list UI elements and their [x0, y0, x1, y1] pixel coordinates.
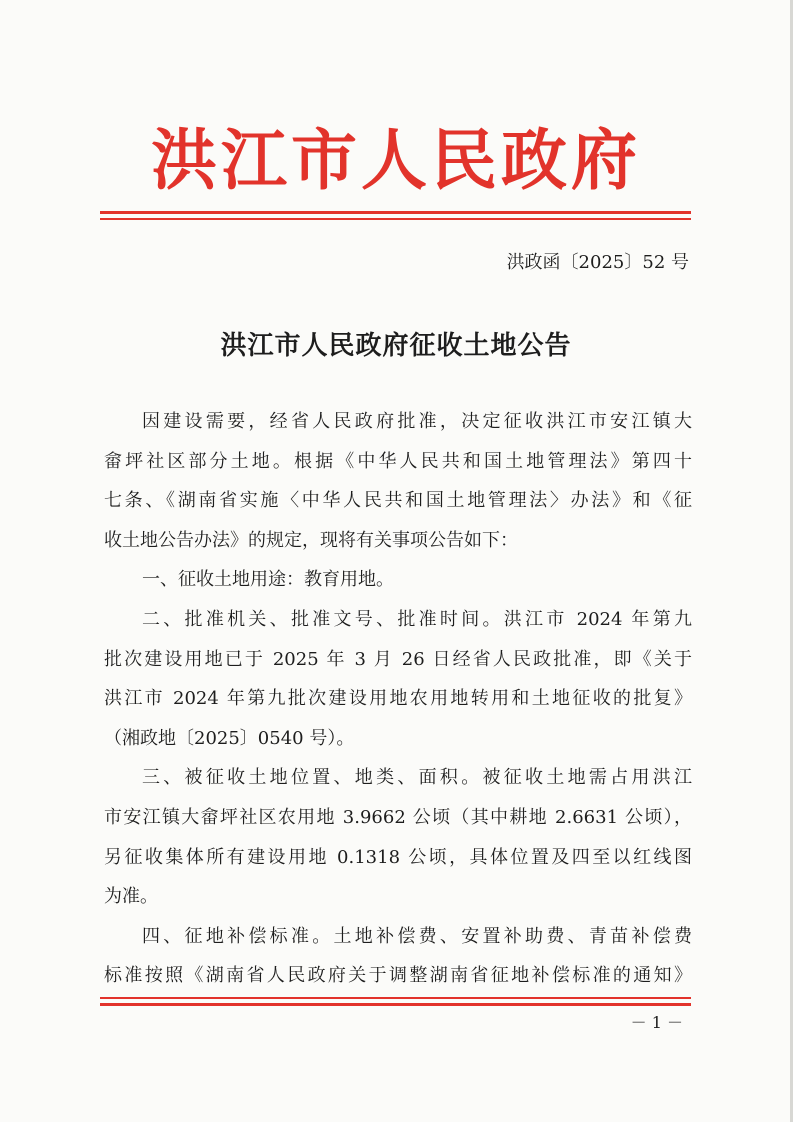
page-number: － 1 － [630, 1013, 683, 1032]
body-line: 收土地公告办法》的规定，现将有关事项公告如下： [104, 529, 518, 551]
body-line: 标准按照《湖南省人民政府关于调整湖南省征地补偿标准的通知》 [104, 965, 692, 987]
body-line: 另征收集体所有建设用地 0.1318 公顷，具体位置及四至以红线图 [104, 846, 692, 868]
body-line: 四、征地补偿标准。土地补偿费、安置补助费、青苗补偿费 [142, 925, 692, 947]
footer-rule [100, 997, 691, 999]
document-body [104, 402, 692, 996]
document-number: 洪政函〔2025〕52 号 [506, 252, 689, 273]
body-line: 因建设需要，经省人民政府批准，决定征收洪江市安江镇大 [142, 411, 692, 432]
body-line: （湘政地〔2025〕0540 号）。 [104, 727, 355, 749]
body-line: 市安江镇大畲坪社区农用地 3.9662 公顷（其中耕地 2.6631 公顷）， [104, 806, 692, 828]
body-line: 二、批准机关、批准文号、批准时间。洪江市 2024 年第九 [142, 608, 692, 630]
body-line: 畲坪社区部分土地。根据《中华人民共和国土地管理法》第四十 [104, 450, 692, 472]
body-line: 洪江市 2024 年第九批次建设用地农用地转用和土地征收的批复》 [104, 688, 692, 710]
document-title: 洪江市人民政府征收土地公告 [220, 331, 572, 361]
body-line: 为准。 [104, 886, 158, 908]
body-line: 批次建设用地已于 2025 年 3 月 26 日经省人民政批准，即《关于 [104, 648, 692, 670]
body-line: 三、被征收土地位置、地类、面积。被征收土地需占用洪江 [142, 767, 692, 789]
issuer-masthead: 洪江市人民政府 [151, 121, 641, 199]
body-line: 一、征收土地用途：教育用地。 [142, 569, 394, 591]
footer-rule-thick [100, 1003, 691, 1006]
masthead-rule-thin [100, 218, 691, 220]
masthead-rule [100, 211, 691, 214]
body-line: 七条、《湖南省实施〈中华人民共和国土地管理法〉办法》和《征 [104, 490, 692, 512]
